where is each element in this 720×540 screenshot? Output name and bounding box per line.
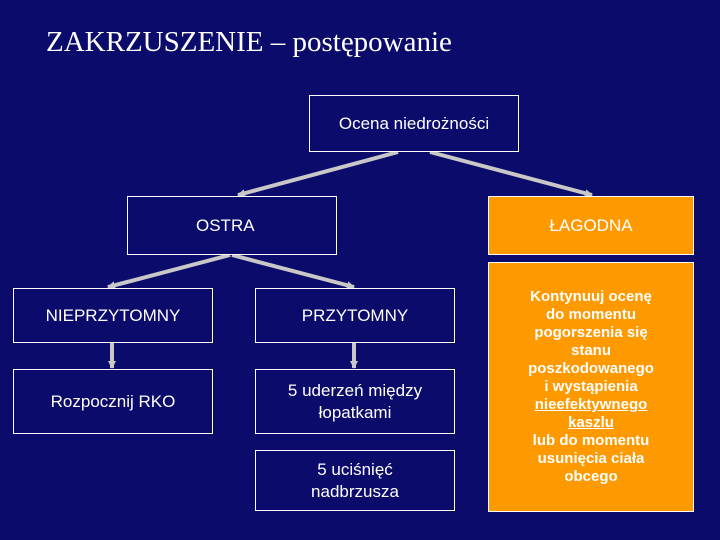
callout-line-underlined: kaszlu [568,414,614,431]
arrow-root-ostra [238,152,398,195]
callout-line: usunięcia ciała [537,450,645,467]
lagodna-instruction-box [488,262,694,512]
callout-line: poszkodowanego [528,360,654,377]
callout-line: obcego [564,468,618,485]
arrow-ostra-nieprzytomny [108,255,230,287]
node-ocena: Ocena niedrożności [309,95,519,152]
node-przytomny: PRZYTOMNY [255,288,455,343]
callout-line: do momentu [546,306,636,323]
callout-line-underlined: nieefektywnego [534,396,648,413]
node-nieprzytomny: NIEPRZYTOMNY [13,288,213,343]
node-ostra: OSTRA [127,196,337,255]
node-lagodna: ŁAGODNA [488,196,694,255]
callout-line: pogorszenia się [534,324,648,341]
page-title: ZAKRZUSZENIE – postępowanie [46,26,452,58]
arrow-root-lagodna [430,152,592,195]
callout-line: Kontynuuj ocenę [530,288,652,305]
callout-line: lub do momentu [532,432,650,449]
arrow-ostra-przytomny [232,255,354,287]
node-rozpocznij-rko: Rozpocznij RKO [13,369,213,434]
callout-line: i wystąpienia [544,378,638,395]
node-ucisniec: 5 uciśnięć nadbrzusza [255,450,455,511]
node-uderzen: 5 uderzeń między łopatkami [255,369,455,434]
callout-line: stanu [570,342,611,359]
